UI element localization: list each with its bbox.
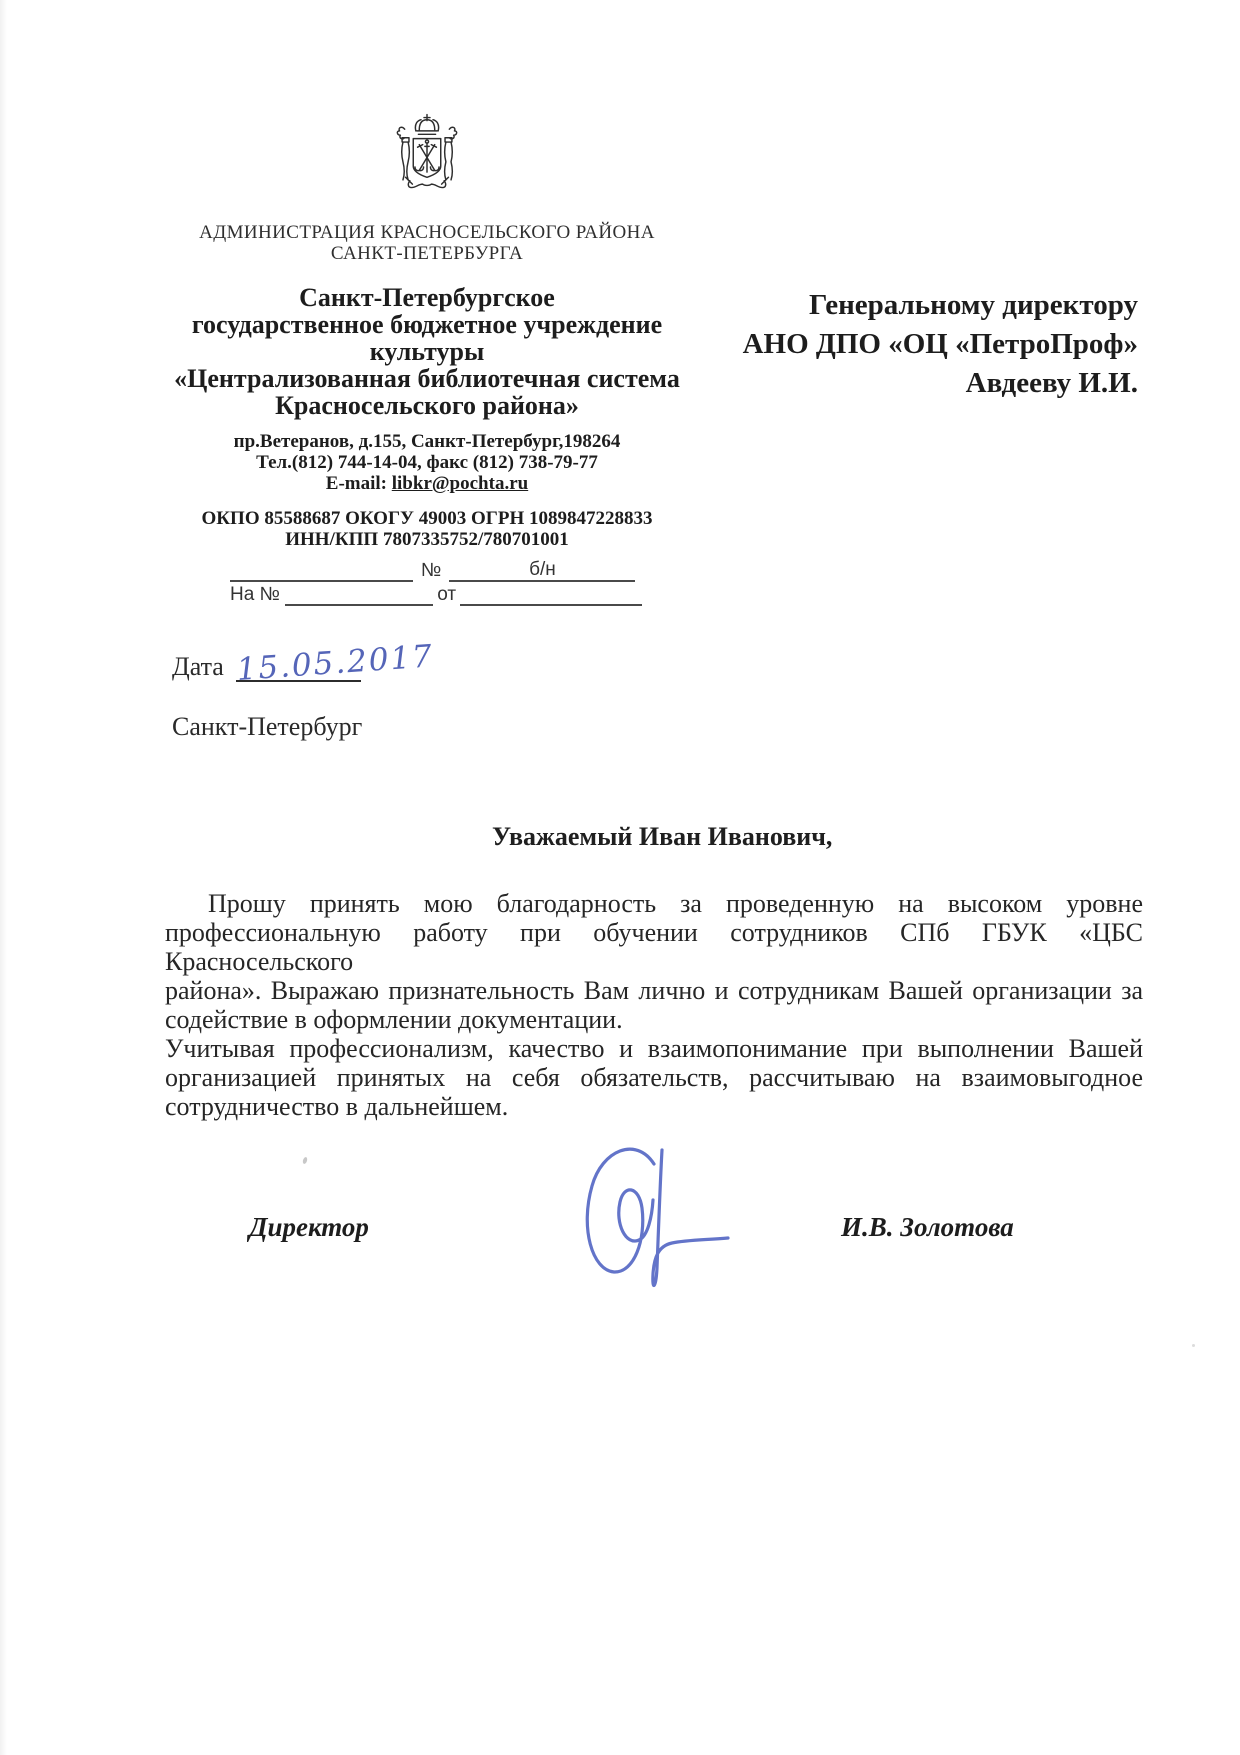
scan-speck [1192, 1344, 1195, 1347]
outgoing-number-value: б/н [529, 559, 556, 580]
organization-line: Красносельского района» [275, 391, 579, 420]
letterhead [157, 112, 697, 607]
recipient-position: Генеральному директору [808, 289, 1138, 321]
body-line: организацией принятых на себя обязательств, рассчитываю на взаимовыгодное [165, 1063, 1143, 1092]
salutation: Уважаемый Иван Иванович, [492, 822, 833, 851]
recipient-block [743, 286, 1138, 403]
email-label: E-mail: [325, 473, 387, 494]
handwritten-signature [558, 1128, 773, 1311]
coat-of-arms-icon [384, 112, 470, 196]
body-line: профессиональную работу при обучении сотрудников СПб ГБУК «ЦБС Красносельского [165, 918, 1143, 976]
recipient-organization: АНО ДПО «ОЦ «ПетроПроф» [742, 328, 1138, 360]
date-field [235, 638, 435, 688]
email-address: libkr@pochta.ru [391, 473, 529, 494]
phone-line: Тел.(812) 744-14-04, факс (812) 738-79-77 [256, 452, 598, 473]
outgoing-date-blank [230, 559, 413, 582]
reply-date-blank [460, 583, 642, 606]
body-line: сотрудничество в дальнейшем. [165, 1092, 509, 1121]
contact-info [157, 431, 697, 494]
date-row [172, 638, 435, 688]
organization-line: «Централизованная библиотечная система [174, 364, 680, 393]
city-label: Санкт-Петербург [172, 712, 363, 741]
reply-from-label: от [437, 584, 457, 605]
registry-line-2: ИНН/КПП 7807335752/780701001 [285, 529, 569, 550]
reply-reference-row [230, 583, 697, 606]
number-label: № [421, 560, 442, 581]
administration-name [157, 222, 697, 264]
scan-speck [302, 1157, 308, 1165]
email-line [157, 473, 697, 494]
address-line: пр.Ветеранов, д.155, Санкт-Петербург,198264 [233, 431, 621, 452]
administration-line-2: САНКТ-ПЕТЕРБУРГА [330, 243, 524, 264]
reply-number-label: На № [230, 584, 280, 605]
date-label: Дата [172, 652, 224, 681]
signature-title: Директор [249, 1212, 369, 1242]
handwritten-date: 15.05.2017 [235, 638, 435, 688]
body-paragraph-2 [165, 1034, 1143, 1121]
recipient-person: Авдееву И.И. [965, 367, 1138, 399]
body-line: Прошу принять мою благодарность за проведенную на высоком уровне [208, 889, 1143, 918]
reply-number-blank [285, 583, 433, 606]
organization-line: культуры [369, 337, 485, 366]
registry-line-1: ОКПО 85588687 ОКОГУ 49003 ОГРН 1089847228833 [201, 508, 653, 529]
organization-line: Санкт-Петербургское [299, 283, 555, 312]
organization-line: государственное бюджетное учреждение [191, 310, 663, 339]
body-line: содействие в оформлении документации. [165, 1005, 623, 1034]
outgoing-number-field [449, 559, 635, 582]
registry-codes [157, 508, 697, 550]
signature-name: И.В. Золотова [841, 1212, 1014, 1242]
body-line: района». Выражаю признательность Вам лично и сотрудникам Вашей организации за [165, 976, 1143, 1005]
body-paragraph-1 [165, 889, 1143, 1034]
organization-name [157, 284, 697, 419]
body-line: Учитывая профессионализм, качество и взаимопонимание при выполнении Вашей [165, 1034, 1143, 1063]
administration-line-1: АДМИНИСТРАЦИЯ КРАСНОСЕЛЬСКОГО РАЙОНА [199, 222, 655, 243]
reference-fields [157, 559, 697, 606]
outgoing-number-row [230, 559, 697, 582]
